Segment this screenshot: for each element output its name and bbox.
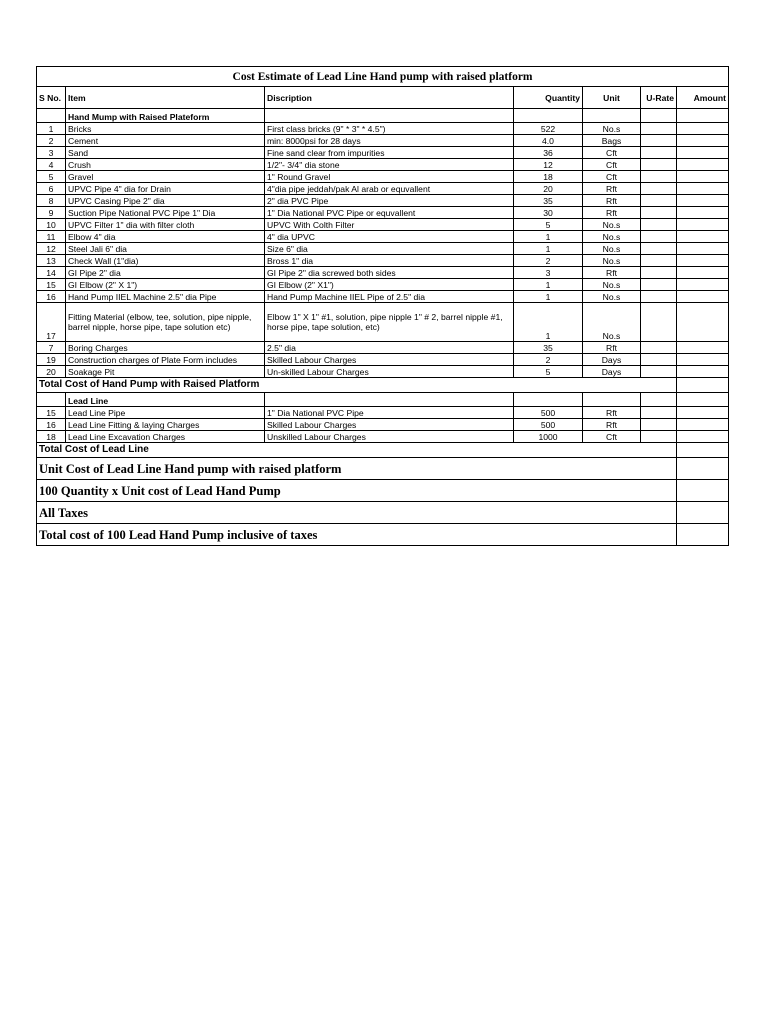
header-item: Item bbox=[66, 87, 265, 109]
cell-description: 4"dia pipe jeddah/pak Al arab or equvallent bbox=[265, 183, 514, 195]
cell-urate bbox=[641, 159, 677, 171]
cell-amount bbox=[677, 291, 729, 303]
cell-sno: 19 bbox=[37, 354, 66, 366]
table-row bbox=[37, 183, 729, 195]
empty-cell bbox=[514, 393, 583, 407]
cell-unit: Rft bbox=[583, 267, 641, 279]
total-hand-pump-row-amount bbox=[677, 378, 729, 393]
cell-quantity: 36 bbox=[514, 147, 583, 159]
cell-urate bbox=[641, 243, 677, 255]
cell-description: 4" dia UPVC bbox=[265, 231, 514, 243]
table-row bbox=[37, 255, 729, 267]
cell-amount bbox=[677, 354, 729, 366]
cell-sno: 10 bbox=[37, 219, 66, 231]
empty-cell bbox=[37, 393, 66, 407]
cell-urate bbox=[641, 171, 677, 183]
cell-amount bbox=[677, 279, 729, 291]
total-hand-pump-row-label: Total Cost of Hand Pump with Raised Platform bbox=[37, 378, 677, 393]
cell-item: Check Wall (1"dia) bbox=[66, 255, 265, 267]
cell-item: GI Elbow (2" X 1") bbox=[66, 279, 265, 291]
cell-urate bbox=[641, 419, 677, 431]
header-sno: S No. bbox=[37, 87, 66, 109]
cell-unit: Rft bbox=[583, 407, 641, 419]
total-lead-line-row-amount bbox=[677, 443, 729, 458]
cell-quantity: 500 bbox=[514, 407, 583, 419]
summary-row bbox=[37, 502, 729, 524]
cell-quantity: 1000 bbox=[514, 431, 583, 443]
cell-urate bbox=[641, 366, 677, 378]
cell-urate bbox=[641, 279, 677, 291]
cell-description: Elbow 1" X 1" #1, solution, pipe nipple 1" # 2, barrel nipple #1, horse pipe, tape solution, etc) bbox=[265, 303, 514, 342]
empty-cell bbox=[583, 109, 641, 123]
cell-sno: 7 bbox=[37, 342, 66, 354]
cell-quantity: 1 bbox=[514, 279, 583, 291]
section-lead-line-heading bbox=[37, 393, 729, 407]
cell-quantity: 1 bbox=[514, 231, 583, 243]
cell-unit: Cft bbox=[583, 159, 641, 171]
cell-item: Crush bbox=[66, 159, 265, 171]
cell-amount bbox=[677, 431, 729, 443]
cell-amount bbox=[677, 135, 729, 147]
cell-item: UPVC Pipe 4" dia for Drain bbox=[66, 183, 265, 195]
summary-label: 100 Quantity x Unit cost of Lead Hand Pump bbox=[37, 480, 677, 502]
cell-description: 1" Dia National PVC Pipe or equvallent bbox=[265, 207, 514, 219]
cell-description: First class bricks (9" * 3" * 4.5") bbox=[265, 123, 514, 135]
cell-unit: Rft bbox=[583, 195, 641, 207]
cell-urate bbox=[641, 135, 677, 147]
table-row bbox=[37, 123, 729, 135]
header-amount: Amount bbox=[677, 87, 729, 109]
section-hand-pump-heading-label: Hand Mump with Raised Plateform bbox=[66, 109, 265, 123]
cell-description: Unskilled Labour Charges bbox=[265, 431, 514, 443]
cell-item: Boring Charges bbox=[66, 342, 265, 354]
cell-unit: No.s bbox=[583, 291, 641, 303]
header-description: Discription bbox=[265, 87, 514, 109]
table-row bbox=[37, 159, 729, 171]
empty-cell bbox=[265, 393, 514, 407]
cell-item: Suction Pipe National PVC Pipe 1" Dia bbox=[66, 207, 265, 219]
cell-quantity: 35 bbox=[514, 342, 583, 354]
cell-item: Soakage Pit bbox=[66, 366, 265, 378]
summary-label: All Taxes bbox=[37, 502, 677, 524]
table-row bbox=[37, 135, 729, 147]
cell-sno: 3 bbox=[37, 147, 66, 159]
cell-amount bbox=[677, 183, 729, 195]
cell-urate bbox=[641, 147, 677, 159]
cell-sno: 8 bbox=[37, 195, 66, 207]
table-row bbox=[37, 219, 729, 231]
summary-row bbox=[37, 524, 729, 546]
cell-description: min: 8000psi for 28 days bbox=[265, 135, 514, 147]
cell-amount bbox=[677, 159, 729, 171]
empty-cell bbox=[677, 109, 729, 123]
cell-item: Lead Line Pipe bbox=[66, 407, 265, 419]
cell-sno: 17 bbox=[37, 303, 66, 342]
cell-item: Hand Pump IIEL Machine 2.5" dia Pipe bbox=[66, 291, 265, 303]
empty-cell bbox=[641, 393, 677, 407]
cell-urate bbox=[641, 342, 677, 354]
cell-item: Steel Jali 6" dia bbox=[66, 243, 265, 255]
cell-unit: No.s bbox=[583, 123, 641, 135]
cell-item: UPVC Filter 1" dia with filter cloth bbox=[66, 219, 265, 231]
cell-quantity: 1 bbox=[514, 243, 583, 255]
cell-item: Bricks bbox=[66, 123, 265, 135]
cell-sno: 14 bbox=[37, 267, 66, 279]
cell-quantity: 1 bbox=[514, 303, 583, 342]
cell-urate bbox=[641, 183, 677, 195]
cell-quantity: 20 bbox=[514, 183, 583, 195]
cell-urate bbox=[641, 267, 677, 279]
cell-unit: Days bbox=[583, 366, 641, 378]
cell-sno: 5 bbox=[37, 171, 66, 183]
section-hand-pump-heading bbox=[37, 109, 729, 123]
cell-item: Lead Line Fitting & laying Charges bbox=[66, 419, 265, 431]
cell-sno: 18 bbox=[37, 431, 66, 443]
cell-quantity: 35 bbox=[514, 195, 583, 207]
cell-sno: 15 bbox=[37, 407, 66, 419]
header-unit: Unit bbox=[583, 87, 641, 109]
cell-amount bbox=[677, 419, 729, 431]
table-row bbox=[37, 171, 729, 183]
cell-unit: No.s bbox=[583, 219, 641, 231]
cell-unit: Cft bbox=[583, 431, 641, 443]
cell-amount bbox=[677, 147, 729, 159]
cell-description: GI Elbow (2" X1") bbox=[265, 279, 514, 291]
empty-cell bbox=[514, 109, 583, 123]
table-row bbox=[37, 291, 729, 303]
table-row bbox=[37, 419, 729, 431]
cell-description: Bross 1" dia bbox=[265, 255, 514, 267]
table-row bbox=[37, 342, 729, 354]
cell-item: UPVC Casing Pipe 2" dia bbox=[66, 195, 265, 207]
table-row bbox=[37, 231, 729, 243]
cell-quantity: 2 bbox=[514, 354, 583, 366]
summary-label: Unit Cost of Lead Line Hand pump with raised platform bbox=[37, 458, 677, 480]
cost-estimate-sheet bbox=[36, 66, 728, 546]
cell-sno: 16 bbox=[37, 419, 66, 431]
cell-quantity: 5 bbox=[514, 366, 583, 378]
cell-description: Size 6" dia bbox=[265, 243, 514, 255]
total-hand-pump-row bbox=[37, 378, 729, 393]
summary-label: Total cost of 100 Lead Hand Pump inclusive of taxes bbox=[37, 524, 677, 546]
cell-urate bbox=[641, 407, 677, 419]
cell-amount bbox=[677, 207, 729, 219]
cell-sno: 2 bbox=[37, 135, 66, 147]
cell-unit: No.s bbox=[583, 255, 641, 267]
cell-urate bbox=[641, 207, 677, 219]
cell-amount bbox=[677, 195, 729, 207]
table-row bbox=[37, 243, 729, 255]
cell-description: 2" dia PVC Pipe bbox=[265, 195, 514, 207]
cell-item: Elbow 4" dia bbox=[66, 231, 265, 243]
cell-description: Fine sand clear from impurities bbox=[265, 147, 514, 159]
cell-unit: Cft bbox=[583, 147, 641, 159]
total-lead-line-row bbox=[37, 443, 729, 458]
table-row bbox=[37, 267, 729, 279]
cell-description: 1/2"- 3/4" dia stone bbox=[265, 159, 514, 171]
table-row bbox=[37, 195, 729, 207]
table-row bbox=[37, 147, 729, 159]
total-lead-line-row-label: Total Cost of Lead Line bbox=[37, 443, 677, 458]
cell-urate bbox=[641, 431, 677, 443]
table-row bbox=[37, 431, 729, 443]
cell-unit: Rft bbox=[583, 183, 641, 195]
cell-amount bbox=[677, 267, 729, 279]
cell-unit: Rft bbox=[583, 419, 641, 431]
empty-cell bbox=[583, 393, 641, 407]
cell-item: Sand bbox=[66, 147, 265, 159]
cell-description: Hand Pump Machine IIEL Pipe of 2.5" dia bbox=[265, 291, 514, 303]
cell-description: Skilled Labour Charges bbox=[265, 419, 514, 431]
cell-quantity: 4.0 bbox=[514, 135, 583, 147]
cell-sno: 20 bbox=[37, 366, 66, 378]
cell-sno: 1 bbox=[37, 123, 66, 135]
cost-estimate-table bbox=[36, 66, 729, 546]
header-quantity: Quantity bbox=[514, 87, 583, 109]
cell-sno: 12 bbox=[37, 243, 66, 255]
cell-description: UPVC With Colth Filter bbox=[265, 219, 514, 231]
cell-urate bbox=[641, 195, 677, 207]
section-lead-line-heading-label: Lead Line bbox=[66, 393, 265, 407]
cell-unit: No.s bbox=[583, 243, 641, 255]
cell-quantity: 1 bbox=[514, 291, 583, 303]
cell-amount bbox=[677, 123, 729, 135]
cell-quantity: 522 bbox=[514, 123, 583, 135]
table-row bbox=[37, 366, 729, 378]
cell-unit: No.s bbox=[583, 279, 641, 291]
summary-amount bbox=[677, 458, 729, 480]
table-row bbox=[37, 303, 729, 342]
cell-unit: No.s bbox=[583, 231, 641, 243]
empty-cell bbox=[677, 393, 729, 407]
cell-amount bbox=[677, 255, 729, 267]
cell-quantity: 30 bbox=[514, 207, 583, 219]
cell-sno: 16 bbox=[37, 291, 66, 303]
cell-amount bbox=[677, 231, 729, 243]
empty-cell bbox=[265, 109, 514, 123]
summary-amount bbox=[677, 524, 729, 546]
cell-quantity: 3 bbox=[514, 267, 583, 279]
table-row bbox=[37, 207, 729, 219]
header-row bbox=[37, 87, 729, 109]
cell-sno: 9 bbox=[37, 207, 66, 219]
cell-amount bbox=[677, 303, 729, 342]
cell-unit: Cft bbox=[583, 171, 641, 183]
summary-amount bbox=[677, 480, 729, 502]
header-urate: U-Rate bbox=[641, 87, 677, 109]
cell-description: 1" Dia National PVC Pipe bbox=[265, 407, 514, 419]
cell-sno: 15 bbox=[37, 279, 66, 291]
cell-quantity: 5 bbox=[514, 219, 583, 231]
cell-quantity: 12 bbox=[514, 159, 583, 171]
summary-amount bbox=[677, 502, 729, 524]
table-row bbox=[37, 407, 729, 419]
cell-urate bbox=[641, 291, 677, 303]
cell-quantity: 500 bbox=[514, 419, 583, 431]
cell-quantity: 18 bbox=[514, 171, 583, 183]
empty-cell bbox=[641, 109, 677, 123]
cell-amount bbox=[677, 243, 729, 255]
cell-description: GI Pipe 2" dia screwed both sides bbox=[265, 267, 514, 279]
cell-sno: 4 bbox=[37, 159, 66, 171]
cell-quantity: 2 bbox=[514, 255, 583, 267]
cell-urate bbox=[641, 231, 677, 243]
cell-item: Fitting Material (elbow, tee, solution, pipe nipple, barrel nipple, horse pipe, tape solution etc) bbox=[66, 303, 265, 342]
cell-description: 1" Round Gravel bbox=[265, 171, 514, 183]
cell-amount bbox=[677, 407, 729, 419]
cell-unit: No.s bbox=[583, 303, 641, 342]
cell-urate bbox=[641, 354, 677, 366]
cell-amount bbox=[677, 219, 729, 231]
cell-sno: 13 bbox=[37, 255, 66, 267]
table-row bbox=[37, 279, 729, 291]
cell-urate bbox=[641, 255, 677, 267]
cell-unit: Days bbox=[583, 354, 641, 366]
cell-unit: Rft bbox=[583, 207, 641, 219]
cell-urate bbox=[641, 123, 677, 135]
cell-item: Gravel bbox=[66, 171, 265, 183]
cell-sno: 11 bbox=[37, 231, 66, 243]
cell-sno: 6 bbox=[37, 183, 66, 195]
cell-unit: Rft bbox=[583, 342, 641, 354]
cell-amount bbox=[677, 171, 729, 183]
cell-unit: Bags bbox=[583, 135, 641, 147]
summary-row bbox=[37, 480, 729, 502]
summary-row bbox=[37, 458, 729, 480]
cell-description: 2.5" dia bbox=[265, 342, 514, 354]
table-title: Cost Estimate of Lead Line Hand pump with raised platform bbox=[37, 67, 729, 87]
cell-urate bbox=[641, 303, 677, 342]
cell-item: Cement bbox=[66, 135, 265, 147]
cell-amount bbox=[677, 342, 729, 354]
cell-item: GI Pipe 2" dia bbox=[66, 267, 265, 279]
cell-urate bbox=[641, 219, 677, 231]
cell-description: Skilled Labour Charges bbox=[265, 354, 514, 366]
cell-description: Un-skilled Labour Charges bbox=[265, 366, 514, 378]
table-row bbox=[37, 354, 729, 366]
cell-amount bbox=[677, 366, 729, 378]
empty-cell bbox=[37, 109, 66, 123]
cell-item: Lead Line Excavation Charges bbox=[66, 431, 265, 443]
cell-item: Construction charges of Plate Form includes bbox=[66, 354, 265, 366]
